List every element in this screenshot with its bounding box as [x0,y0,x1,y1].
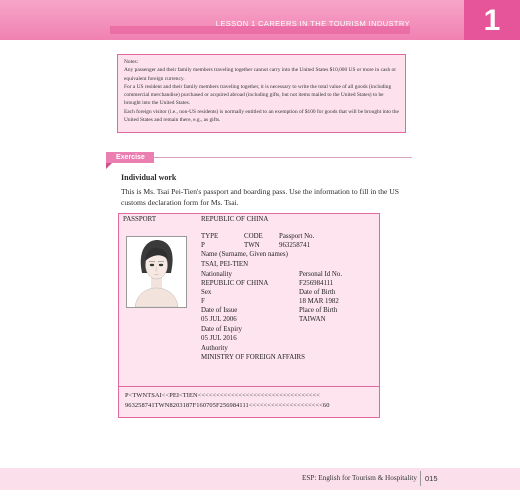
mrz-divider [119,386,379,387]
type-value: P [201,242,205,249]
exercise-divider [150,157,412,158]
footer-bar [0,468,520,490]
type-label: TYPE [201,233,219,240]
exercise-tab: Exercise [106,152,154,163]
notes-paragraph: Each foreign visitor (i.e., non-US residents) is normally entitled to an exemption of $100 for goods that will be brought into the United States and remain there, e.g., as gifts. [124,108,399,124]
doe-value: 05 JUL 2016 [201,335,237,342]
name-value: TSAI, PEI-TIEN [201,261,249,268]
nationality-value: REPUBLIC OF CHINA [201,280,269,287]
dob-value: 18 MAR 1982 [299,298,339,305]
passport-no-label: Passport No. [279,233,315,240]
page-number: 015 [425,474,438,483]
portrait-illustration [127,237,186,307]
footer-divider [420,471,421,486]
mrz-line-2: 963258741TWN8203187F160705F256984111<<<<<<<<<<<<<<<<<<<<60 [125,402,330,409]
dob-label: Date of Birth [299,289,336,296]
header-banner [0,0,520,40]
doi-label: Date of Issue [201,307,238,314]
name-label: Name (Surname, Given names) [201,251,288,258]
code-value: TWN [244,242,260,249]
pob-value: TAIWAN [299,316,326,323]
notes-paragraph: For a US resident and their family members traveling together, it is necessary to write the total value of all goods (including commercial merchandise) purchased or acquired abroad (including gifts, but not items mailed to the United States) to be brought into the United States. [124,83,392,107]
authority-value: MINISTRY OF FOREIGN AFFAIRS [201,354,305,361]
notes-heading: Notes: [124,59,139,65]
nationality-label: Nationality [201,271,233,278]
passport-header-left: PASSPORT [123,216,157,223]
passport-no-value: 963258741 [279,242,311,249]
personal-id-label: Personal Id No. [299,271,343,278]
exercise-tab-fold [106,163,112,169]
sex-value: F [201,298,205,305]
sex-label: Sex [201,289,212,296]
passport-photo [126,236,187,308]
authority-label: Authority [201,345,228,352]
mrz-line-1: P<TWNTSAI<<PEI<TIEN<<<<<<<<<<<<<<<<<<<<<<<<<<<<<<<<< [125,392,320,399]
doe-label: Date of Expiry [201,326,242,333]
code-label: CODE [244,233,263,240]
passport-header-country: REPUBLIC OF CHINA [201,216,269,223]
notes-box [117,54,406,133]
lesson-title: LESSON 1 CAREERS IN THE TOURISM INDUSTRY [215,19,410,28]
section-title: Individual work [121,173,177,182]
notes-paragraph: Any passenger and their family members traveling together cannot carry into the United States $10,000 US or more in cash or equivalent foreign currency. [124,67,397,82]
passport-card [118,213,380,418]
chapter-number: 1 [464,0,520,40]
exercise-instructions: This is Ms. Tsai Pei-Tien's passport and boarding pass. Use the information to fill in the US customs declaration form for Ms. Tsai. [121,187,399,207]
doi-value: 05 JUL 2006 [201,316,237,323]
pob-label: Place of Birth [299,307,338,314]
footer-book-title: ESP: English for Tourism & Hospitality [302,474,417,482]
personal-id-value: F256984111 [299,280,334,287]
